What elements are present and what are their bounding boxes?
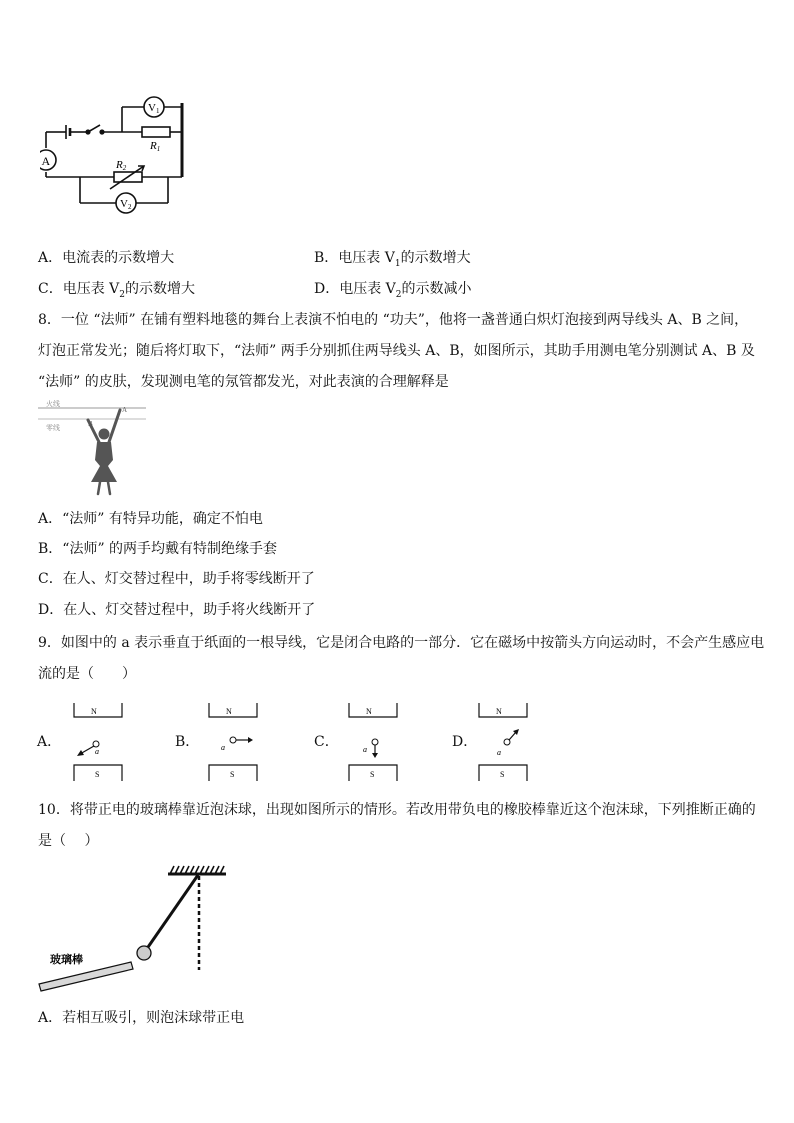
s-pole-label: S [95,770,100,779]
q9-stem-line-2: 流的是（ ） [38,666,136,682]
wire-cross-section [372,739,378,745]
q10-stem-line-1: 10．将带正电的玻璃棒靠近泡沫球，出现如图所示的情形。若改用带负电的橡胶棒靠近这个泡沫球，下列推断正确的 [38,802,756,818]
n-pole-label: N [91,707,97,716]
performer-silhouette [88,410,120,494]
q8-stem-line-3: “法师” 的皮肤，发现测电笔的氖管都发光，对此表演的合理解释是 [38,374,449,390]
q7-option-d[interactable]: D．电压表 $V_2$的示数减小 [314,281,472,300]
q9-option-d-label[interactable]: D． [452,734,478,750]
q9-option-b-diagram[interactable] [205,702,265,784]
s-pole-label: S [370,770,375,779]
wire-cross-section [230,737,236,743]
q8-option-b[interactable]: B．“法师” 的两手均戴有特制绝缘手套 [38,541,278,557]
q8-option-d[interactable]: D．在人、灯交替过程中，助手将火线断开了 [38,602,316,618]
q7-option-b[interactable]: B．电压表 $V_1$的示数增大 [314,250,471,269]
q10-stem-line-2: 是（ ） [38,833,99,849]
q7-option-c[interactable]: C．电压表 $V_2$的示数增大 [38,281,196,300]
q9-option-c-diagram[interactable] [345,702,405,784]
r1-label: R1 [150,140,161,153]
q8-stem-line-1: 8．一位 “法师” 在铺有塑料地毯的舞台上表演不怕电的 “功夫”，他将一盏普通白炽灯泡接到两导线头 A、B 之间， [38,312,749,328]
n-pole-label: N [496,707,502,716]
wire-label: a [363,745,367,754]
q7-option-a[interactable]: A．电流表的示数增大 [38,250,175,266]
q9-stem-line-1: 9．如图中的 a 表示垂直于纸面的一根导线，它是闭合电路的一部分．它在磁场中按箭头方向运动时，不会产生感应电 [38,635,765,651]
q10-option-a[interactable]: A．若相互吸引，则泡沫球带正电 [38,1010,245,1026]
live-wire-label: 火线 [46,400,60,408]
s-pole-label: S [230,770,235,779]
wire-label: a [221,743,225,752]
q8-option-c[interactable]: C．在人、灯交替过程中，助手将零线断开了 [38,571,315,587]
v2-label: V2 [120,198,132,211]
q9-option-a-diagram[interactable] [70,702,130,784]
n-pole-label: N [366,707,372,716]
ammeter-label: A [41,154,51,168]
glass-rod [39,962,133,991]
q8-option-a[interactable]: A．“法师” 有特异功能，确定不怕电 [38,511,263,527]
q7-circuit-diagram [40,95,200,220]
ceiling-support [168,866,226,874]
q8-stem-line-2: 灯泡正常发光；随后将灯取下，“法师” 两手分别抓住两导线头 A、B，如图所示，其助手用测电笔分别测试 A、B 及 [38,343,755,359]
wire-label: a [497,748,501,757]
glass-rod-label: 玻璃棒 [50,954,83,966]
q9-option-d-diagram[interactable] [475,702,535,784]
point-a-label: A [122,406,128,414]
suspension-thread [146,875,198,950]
q9-option-a-label[interactable]: A． [37,734,62,750]
v1-label: V1 [148,102,160,115]
n-pole-label: N [226,707,232,716]
q9-option-c-label[interactable]: C． [314,734,339,750]
neutral-wire-label: 零线 [46,424,60,432]
q8-performer-figure [38,398,148,496]
s-pole-label: S [500,770,505,779]
foam-ball [137,946,151,960]
wire-label: a [95,747,99,756]
r2-label: R2 [116,159,127,172]
q9-option-b-label[interactable]: B． [175,734,200,750]
motion-arrow [509,732,516,740]
q10-electroscope-figure [38,862,238,994]
